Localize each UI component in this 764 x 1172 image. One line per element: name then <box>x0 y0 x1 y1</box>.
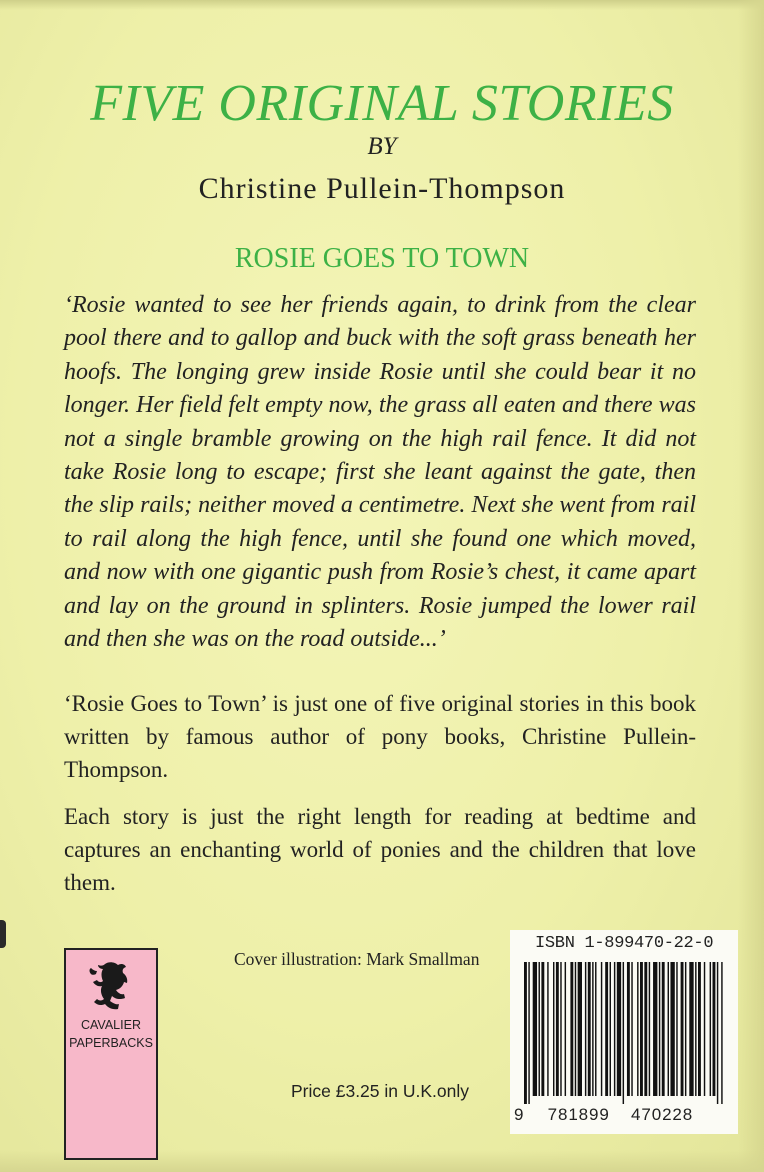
barcode-bar <box>585 962 586 1096</box>
barcode-bar <box>695 962 696 1096</box>
barcode-bar <box>565 962 566 1096</box>
barcode-bar <box>689 962 693 1096</box>
barcode-panel <box>510 930 738 1134</box>
barcode-digits <box>514 1105 736 1125</box>
barcode-icon <box>520 962 730 1104</box>
barcode-bar <box>685 962 686 1096</box>
publisher-name-line1: CAVALIER <box>81 1018 141 1032</box>
barcode-bar <box>644 962 647 1096</box>
barcode-bar <box>649 962 650 1096</box>
barcode-bar <box>631 962 632 1096</box>
barcode-bar <box>676 962 677 1096</box>
left-edge-mark <box>0 920 6 948</box>
barcode-bar <box>713 962 716 1096</box>
barcode-bar <box>528 962 529 1104</box>
barcode-bar <box>592 962 593 1096</box>
publisher-name <box>66 1016 156 1052</box>
barcode-bar <box>704 962 705 1096</box>
barcode-bar <box>662 962 665 1096</box>
isbn-label: ISBN 1-899470-22-0 <box>535 934 714 953</box>
barcode-bar <box>610 962 611 1096</box>
book-title: FIVE ORIGINAL STORIES <box>90 75 674 132</box>
barcode-bar <box>681 962 684 1096</box>
barcode-bar <box>605 962 608 1096</box>
barcode-bar <box>595 962 596 1096</box>
barcode-bar <box>659 962 660 1096</box>
barcode-bar <box>547 962 548 1096</box>
barcode-bar <box>570 962 573 1096</box>
barcode-bar <box>556 962 559 1096</box>
barcode-bar <box>668 962 669 1096</box>
author-name: Christine Pullein-Thompson <box>198 172 566 205</box>
publisher-name-line2: PAPERBACKS <box>69 1036 153 1050</box>
barcode-bar <box>617 962 621 1096</box>
barcode-bar <box>524 962 527 1104</box>
story-title: ROSIE GOES TO TOWN <box>234 243 530 274</box>
blurb-paragraph-1: ‘Rosie Goes to Town’ is just one of five original stories in this book written by famous author of pony books, Christine Pullein-Thompson. <box>64 691 696 782</box>
barcode-digits-group2: 470228 <box>631 1105 694 1124</box>
barcode-bar <box>698 962 701 1096</box>
cavalier-horse-icon <box>85 960 137 1014</box>
barcode-bar <box>623 962 624 1104</box>
cover-top-edge <box>0 0 764 10</box>
barcode-bar <box>670 962 674 1096</box>
barcode-bar <box>578 962 582 1096</box>
barcode-bar <box>553 962 554 1096</box>
barcode-digit-lead: 9 <box>514 1105 525 1124</box>
barcode-bar <box>653 962 657 1096</box>
publisher-logo <box>64 948 158 1160</box>
barcode-bar <box>560 962 561 1096</box>
barcode-bar <box>637 962 638 1096</box>
barcode-bar <box>588 962 591 1096</box>
barcode-bar <box>575 962 576 1096</box>
price-label: Price £3.25 in U.K.only <box>291 1081 470 1101</box>
barcode-digits-group1: 781899 <box>547 1105 610 1124</box>
barcode-bar <box>533 962 537 1096</box>
blurb-paragraph-2: Each story is just the right length for reading at bedtime and captures an enchanting world of ponies and the children that love them. <box>64 804 696 895</box>
barcode-bar <box>640 962 643 1096</box>
barcode-bar <box>601 962 602 1096</box>
barcode-bar <box>717 962 718 1104</box>
by-label: BY <box>367 133 397 160</box>
barcode-bar <box>539 962 540 1096</box>
cover-illustration-credit: Cover illustration: Mark Smallman <box>234 949 480 969</box>
story-excerpt: ‘Rosie wanted to see her friends again, to drink from the clear pool there and to gallop and buck with the soft grass beneath her hoofs. The longing grew inside Rosie until she could bear it no longer. Her field felt empty now, the grass all eaten and there was not a single bramble growing on the high rail fence. It did not take Rosie long to escape; first she leant against the gate, then the slip rails; neither moved a centimetre. Next she went from rail to rail along the high fence, until she found one which moved, and now with one gigantic push from Rosie’s chest, it came apart and lay on the ground in splinters. Rosie jumped the lower rail and then she was on the road outside...’ <box>64 292 696 653</box>
barcode-bar <box>614 962 615 1096</box>
barcode-bar <box>627 962 630 1096</box>
barcode-bar <box>721 962 722 1104</box>
barcode-bar <box>541 962 544 1096</box>
barcode-bar <box>710 962 711 1096</box>
